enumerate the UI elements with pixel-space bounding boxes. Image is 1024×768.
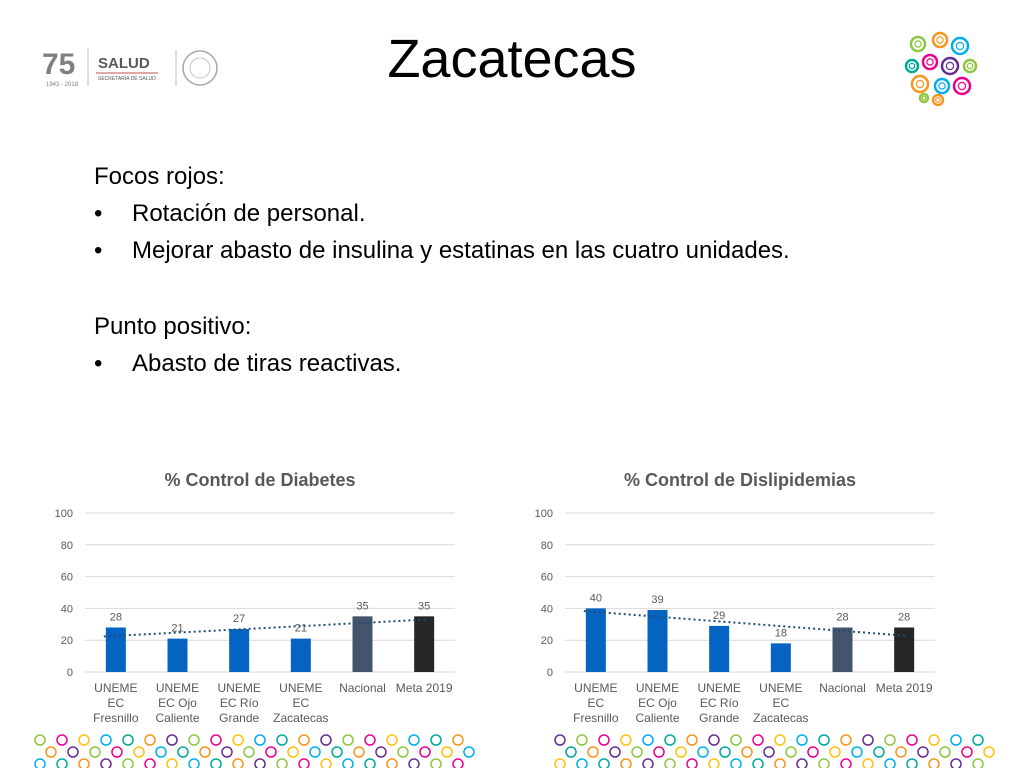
x-tick-label: UNEME bbox=[635, 681, 680, 695]
x-tick-label: EC Ojo bbox=[638, 696, 677, 710]
y-tick-label: 0 bbox=[66, 667, 73, 679]
bar bbox=[106, 627, 126, 672]
y-tick-label: 60 bbox=[540, 571, 553, 584]
x-tick-label: Nacional bbox=[339, 681, 386, 695]
x-tick-label: EC Río bbox=[699, 696, 739, 710]
data-label: 18 bbox=[774, 627, 787, 640]
data-label: 29 bbox=[713, 609, 726, 622]
dyslipidemia-chart bbox=[520, 470, 960, 740]
x-tick-label: Meta 2019 bbox=[875, 681, 933, 695]
logo-anniversary: 75 bbox=[42, 48, 76, 81]
x-tick-label: UNEME bbox=[279, 681, 323, 695]
data-label: 21 bbox=[294, 622, 307, 635]
x-tick-label: Fresnillo bbox=[93, 711, 139, 725]
x-tick-label: EC bbox=[107, 696, 125, 710]
bar bbox=[648, 610, 668, 672]
list-item-text: Rotación de personal. bbox=[132, 200, 366, 228]
bar bbox=[833, 627, 853, 672]
rings-logo-icon bbox=[900, 30, 980, 110]
chart-plot bbox=[520, 470, 960, 740]
x-tick-label: Grande bbox=[699, 711, 740, 725]
x-tick-label: UNEME bbox=[697, 681, 741, 695]
trendline bbox=[104, 620, 426, 637]
bar bbox=[291, 639, 311, 672]
section-heading-red-flags: Focos rojos: bbox=[94, 163, 225, 190]
chart-plot bbox=[40, 470, 480, 740]
y-tick-label: 0 bbox=[546, 667, 553, 679]
list-item-text: Mejorar abasto de insulina y estatinas en las cuatro unidades. bbox=[132, 237, 790, 265]
bullet-icon: • bbox=[94, 237, 103, 265]
footer-pattern bbox=[0, 732, 1024, 768]
x-tick-label: Meta 2019 bbox=[395, 681, 453, 695]
x-tick-label: UNEME bbox=[155, 681, 200, 695]
bar bbox=[353, 616, 373, 672]
bar bbox=[168, 639, 188, 672]
data-label: 27 bbox=[233, 613, 246, 626]
list-item-text: Abasto de tiras reactivas. bbox=[132, 349, 402, 377]
section-heading-positive: Punto positivo: bbox=[94, 312, 252, 340]
x-tick-label: UNEME bbox=[94, 681, 138, 695]
y-tick-label: 40 bbox=[540, 603, 553, 616]
bar bbox=[771, 643, 791, 672]
x-tick-label: UNEME bbox=[217, 681, 261, 695]
y-tick-label: 20 bbox=[60, 635, 73, 648]
bullet-icon: • bbox=[94, 200, 103, 228]
chart-title: % Control de Diabetes bbox=[164, 470, 356, 490]
logo-sub: SECRETARÍA DE SALUD bbox=[98, 76, 156, 82]
bullet-icon: • bbox=[94, 349, 103, 377]
data-label: 39 bbox=[651, 593, 664, 606]
y-tick-label: 80 bbox=[540, 539, 553, 552]
x-tick-label: Nacional bbox=[819, 681, 866, 695]
x-tick-label: EC Ojo bbox=[158, 696, 197, 710]
data-label: 40 bbox=[589, 592, 602, 605]
y-tick-label: 100 bbox=[54, 508, 73, 520]
y-tick-label: 100 bbox=[534, 508, 553, 520]
list-item bbox=[94, 345, 790, 382]
x-tick-label: EC bbox=[292, 696, 310, 710]
x-tick-label: EC bbox=[772, 696, 790, 710]
x-tick-label: UNEME bbox=[759, 681, 803, 695]
list-item bbox=[94, 195, 790, 232]
y-tick-label: 80 bbox=[60, 539, 73, 552]
data-label: 21 bbox=[171, 622, 184, 635]
x-tick-label: EC bbox=[587, 696, 605, 710]
y-tick-label: 60 bbox=[60, 571, 73, 584]
bar bbox=[709, 626, 729, 672]
data-label: 28 bbox=[836, 611, 849, 624]
data-label: 35 bbox=[418, 600, 431, 613]
y-tick-label: 40 bbox=[60, 603, 73, 616]
bar bbox=[229, 629, 249, 672]
x-tick-label: Zacatecas bbox=[753, 711, 809, 725]
logo-org: SALUD bbox=[98, 55, 150, 72]
bar bbox=[586, 608, 606, 672]
y-tick-label: 20 bbox=[540, 635, 553, 648]
trendline bbox=[584, 611, 906, 636]
data-label: 35 bbox=[356, 600, 369, 613]
bar bbox=[894, 627, 914, 672]
list-item bbox=[94, 232, 790, 269]
chart-title: % Control de Dislipidemias bbox=[623, 470, 857, 490]
x-tick-label: Caliente bbox=[155, 711, 200, 725]
content-text bbox=[94, 158, 790, 382]
x-tick-label: Caliente bbox=[635, 711, 680, 725]
x-tick-label: Zacatecas bbox=[273, 711, 329, 725]
diabetes-chart bbox=[40, 470, 480, 740]
bar bbox=[414, 616, 434, 672]
data-label: 28 bbox=[898, 611, 911, 624]
logo-years: 1943 - 2018 bbox=[46, 82, 79, 88]
x-tick-label: Grande bbox=[219, 711, 260, 725]
page-title: Zacatecas bbox=[387, 29, 637, 89]
x-tick-label: UNEME bbox=[574, 681, 618, 695]
x-tick-label: EC Río bbox=[219, 696, 259, 710]
x-tick-label: Fresnillo bbox=[573, 711, 619, 725]
data-label: 28 bbox=[109, 611, 122, 624]
